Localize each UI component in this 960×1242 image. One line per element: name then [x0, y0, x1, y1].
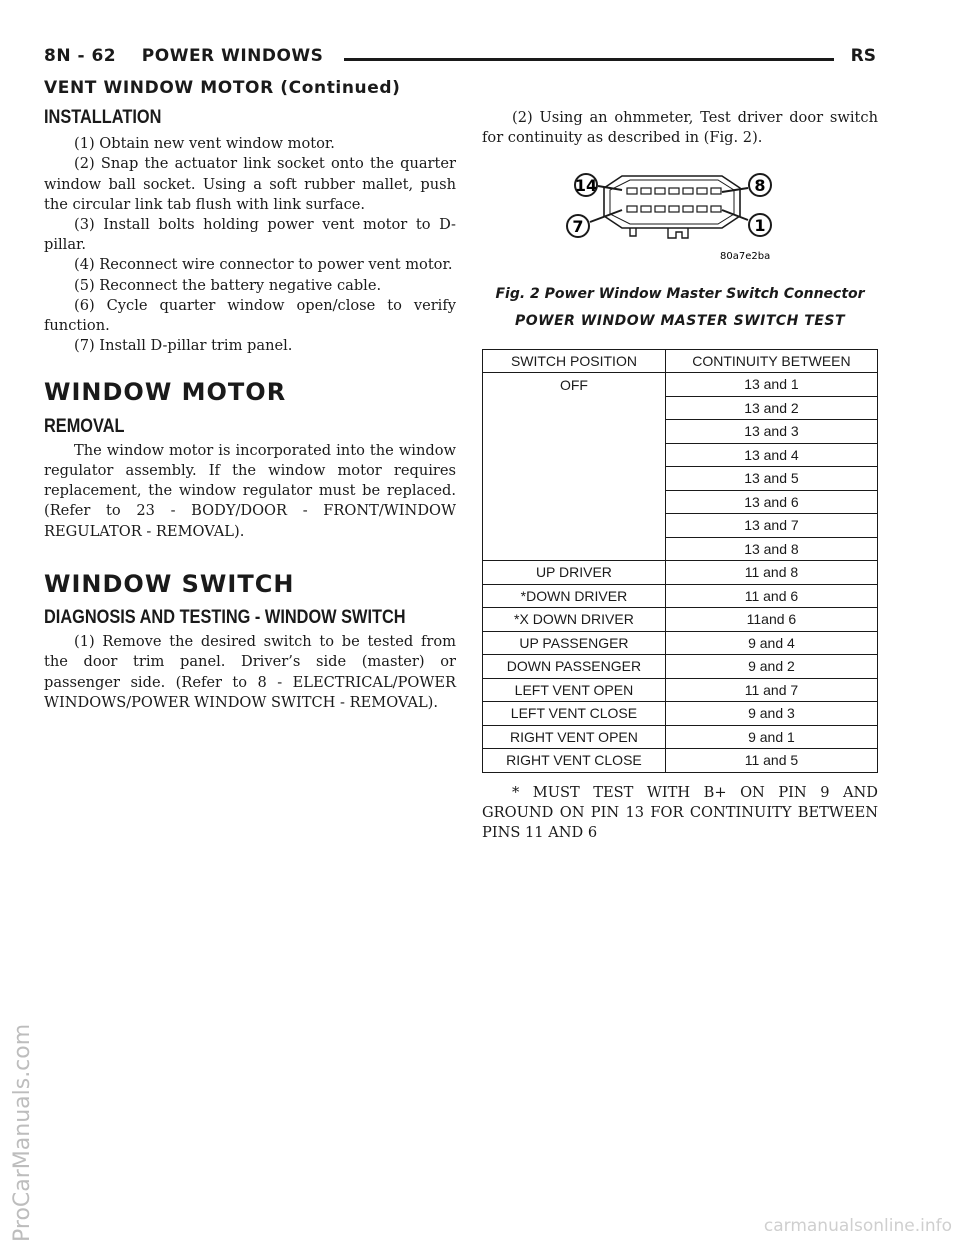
window-motor-heading: WINDOW MOTOR [44, 378, 287, 407]
continuity-cell: 13 and 7 [665, 514, 877, 538]
figure-id: 80a7e2ba [720, 251, 771, 263]
table-row [483, 584, 878, 608]
switch-test-table [482, 349, 878, 773]
installation-step: (4) Reconnect wire connector to power vent motor. [74, 256, 453, 274]
diagnosis-heading: DIAGNOSIS AND TESTING - WINDOW SWITCH [44, 607, 406, 629]
table-row [483, 631, 878, 655]
switch-position-cell: LEFT VENT OPEN [483, 678, 666, 702]
pin-label-7-text: 7 [572, 217, 584, 237]
pin-label-1 [749, 214, 771, 236]
continuity-cell: 9 and 4 [665, 631, 877, 655]
pin-label-8-text: 8 [754, 176, 766, 196]
table-row [483, 561, 878, 585]
installation-step: (3) Install bolts holding power vent motor to D-pillar. [44, 216, 456, 254]
switch-position-cell: LEFT VENT CLOSE [483, 702, 666, 726]
table-title: POWER WINDOW MASTER SWITCH TEST [514, 312, 846, 329]
table-row [483, 608, 878, 632]
pin-label-8 [749, 174, 771, 196]
table-header-row [483, 349, 878, 373]
connector-diagram [482, 148, 878, 268]
installation-step: (2) Snap the actuator link socket onto the quarter window ball socket. Using a soft rubber mallet, push the circular link tab flush with link surface. [44, 155, 456, 213]
header-code: RS [850, 46, 876, 66]
footer-watermark: carmanualsonline.info [763, 1216, 952, 1236]
continuity-cell: 13 and 5 [665, 467, 877, 491]
installation-steps [44, 134, 456, 356]
table-row [483, 655, 878, 679]
continued-title: VENT WINDOW MOTOR (Continued) [44, 78, 401, 98]
continuity-cell: 13 and 2 [665, 396, 877, 420]
table-row [483, 725, 878, 749]
switch-position-cell: OFF [483, 373, 666, 561]
pin-label-14-text: 14 [574, 176, 598, 196]
window-switch-heading: WINDOW SWITCH [44, 569, 295, 598]
switch-position-cell: *DOWN DRIVER [483, 584, 666, 608]
figure-caption: Fig. 2 Power Window Master Switch Connector [495, 286, 865, 303]
table-note: * MUST TEST WITH B+ ON PIN 9 AND GROUND ON PIN 13 FOR CONTINUITY BETWEEN PINS 11 AND 6 [482, 783, 878, 842]
switch-position-cell: UP DRIVER [483, 561, 666, 585]
page-header [44, 46, 876, 72]
side-watermark: ProCarManuals.com [10, 1023, 35, 1242]
installation-step: (1) Obtain new vent window motor. [74, 135, 335, 153]
switch-position-cell: *X DOWN DRIVER [483, 608, 666, 632]
table-row [483, 702, 878, 726]
removal-heading: REMOVAL [44, 415, 125, 437]
switch-position-cell: RIGHT VENT CLOSE [483, 749, 666, 773]
test-step-2: (2) Using an ohmmeter, Test driver door switch for continuity as described in (Fig. 2). [482, 109, 878, 147]
continuity-cell: 13 and 8 [665, 537, 877, 561]
continuity-cell: 13 and 1 [665, 373, 877, 397]
removal-text: The window motor is incorporated into the window regulator assembly. If the window motor requires replacement, the window regulator must be replaced. (Refer to 23 - BODY/DOOR - FRONT/WINDOW REGULATOR - REMOVAL). [44, 441, 456, 540]
table-row [483, 678, 878, 702]
continuity-cell: 11 and 5 [665, 749, 877, 773]
continuity-cell: 13 and 4 [665, 443, 877, 467]
pin-label-7 [567, 215, 589, 237]
table-header-cell: SWITCH POSITION [483, 349, 666, 373]
connector-figure [482, 148, 878, 268]
connector-body [604, 176, 740, 228]
right-column [482, 108, 878, 843]
switch-position-cell: RIGHT VENT OPEN [483, 725, 666, 749]
installation-step: (7) Install D-pillar trim panel. [74, 337, 293, 355]
continuity-cell: 13 and 3 [665, 420, 877, 444]
left-column [44, 108, 456, 713]
continuity-cell: 13 and 6 [665, 490, 877, 514]
installation-step: (5) Reconnect the battery negative cable. [74, 276, 382, 294]
continuity-cell: 11and 6 [665, 608, 877, 632]
continuity-cell: 11 and 6 [665, 584, 877, 608]
table-row [483, 373, 878, 397]
pin-label-14 [575, 174, 597, 196]
pin-label-1-text: 1 [754, 216, 766, 236]
switch-position-cell: UP PASSENGER [483, 631, 666, 655]
installation-heading: INSTALLATION [44, 107, 162, 128]
installation-step: (6) Cycle quarter window open/close to verify function. [44, 296, 456, 335]
connector-pins [627, 188, 721, 212]
continuity-cell: 11 and 8 [665, 561, 877, 585]
header-section-title: 8N - 62 POWER WINDOWS [44, 46, 324, 66]
table-row [483, 749, 878, 773]
continuity-cell: 11 and 7 [665, 678, 877, 702]
table-header-cell: CONTINUITY BETWEEN [665, 349, 877, 373]
continuity-cell: 9 and 1 [665, 725, 877, 749]
switch-position-cell: DOWN PASSENGER [483, 655, 666, 679]
diagnosis-text: (1) Remove the desired switch to be tested from the door trim panel. Driver’s side (master) or passenger side. (Refer to 8 - ELECTRICAL/POWER WINDOWS/POWER WINDOW SWITCH - REMOVAL). [44, 633, 456, 711]
header-rule [344, 58, 834, 61]
continuity-cell: 9 and 3 [665, 702, 877, 726]
connector-keys [630, 228, 688, 238]
continuity-cell: 9 and 2 [665, 655, 877, 679]
